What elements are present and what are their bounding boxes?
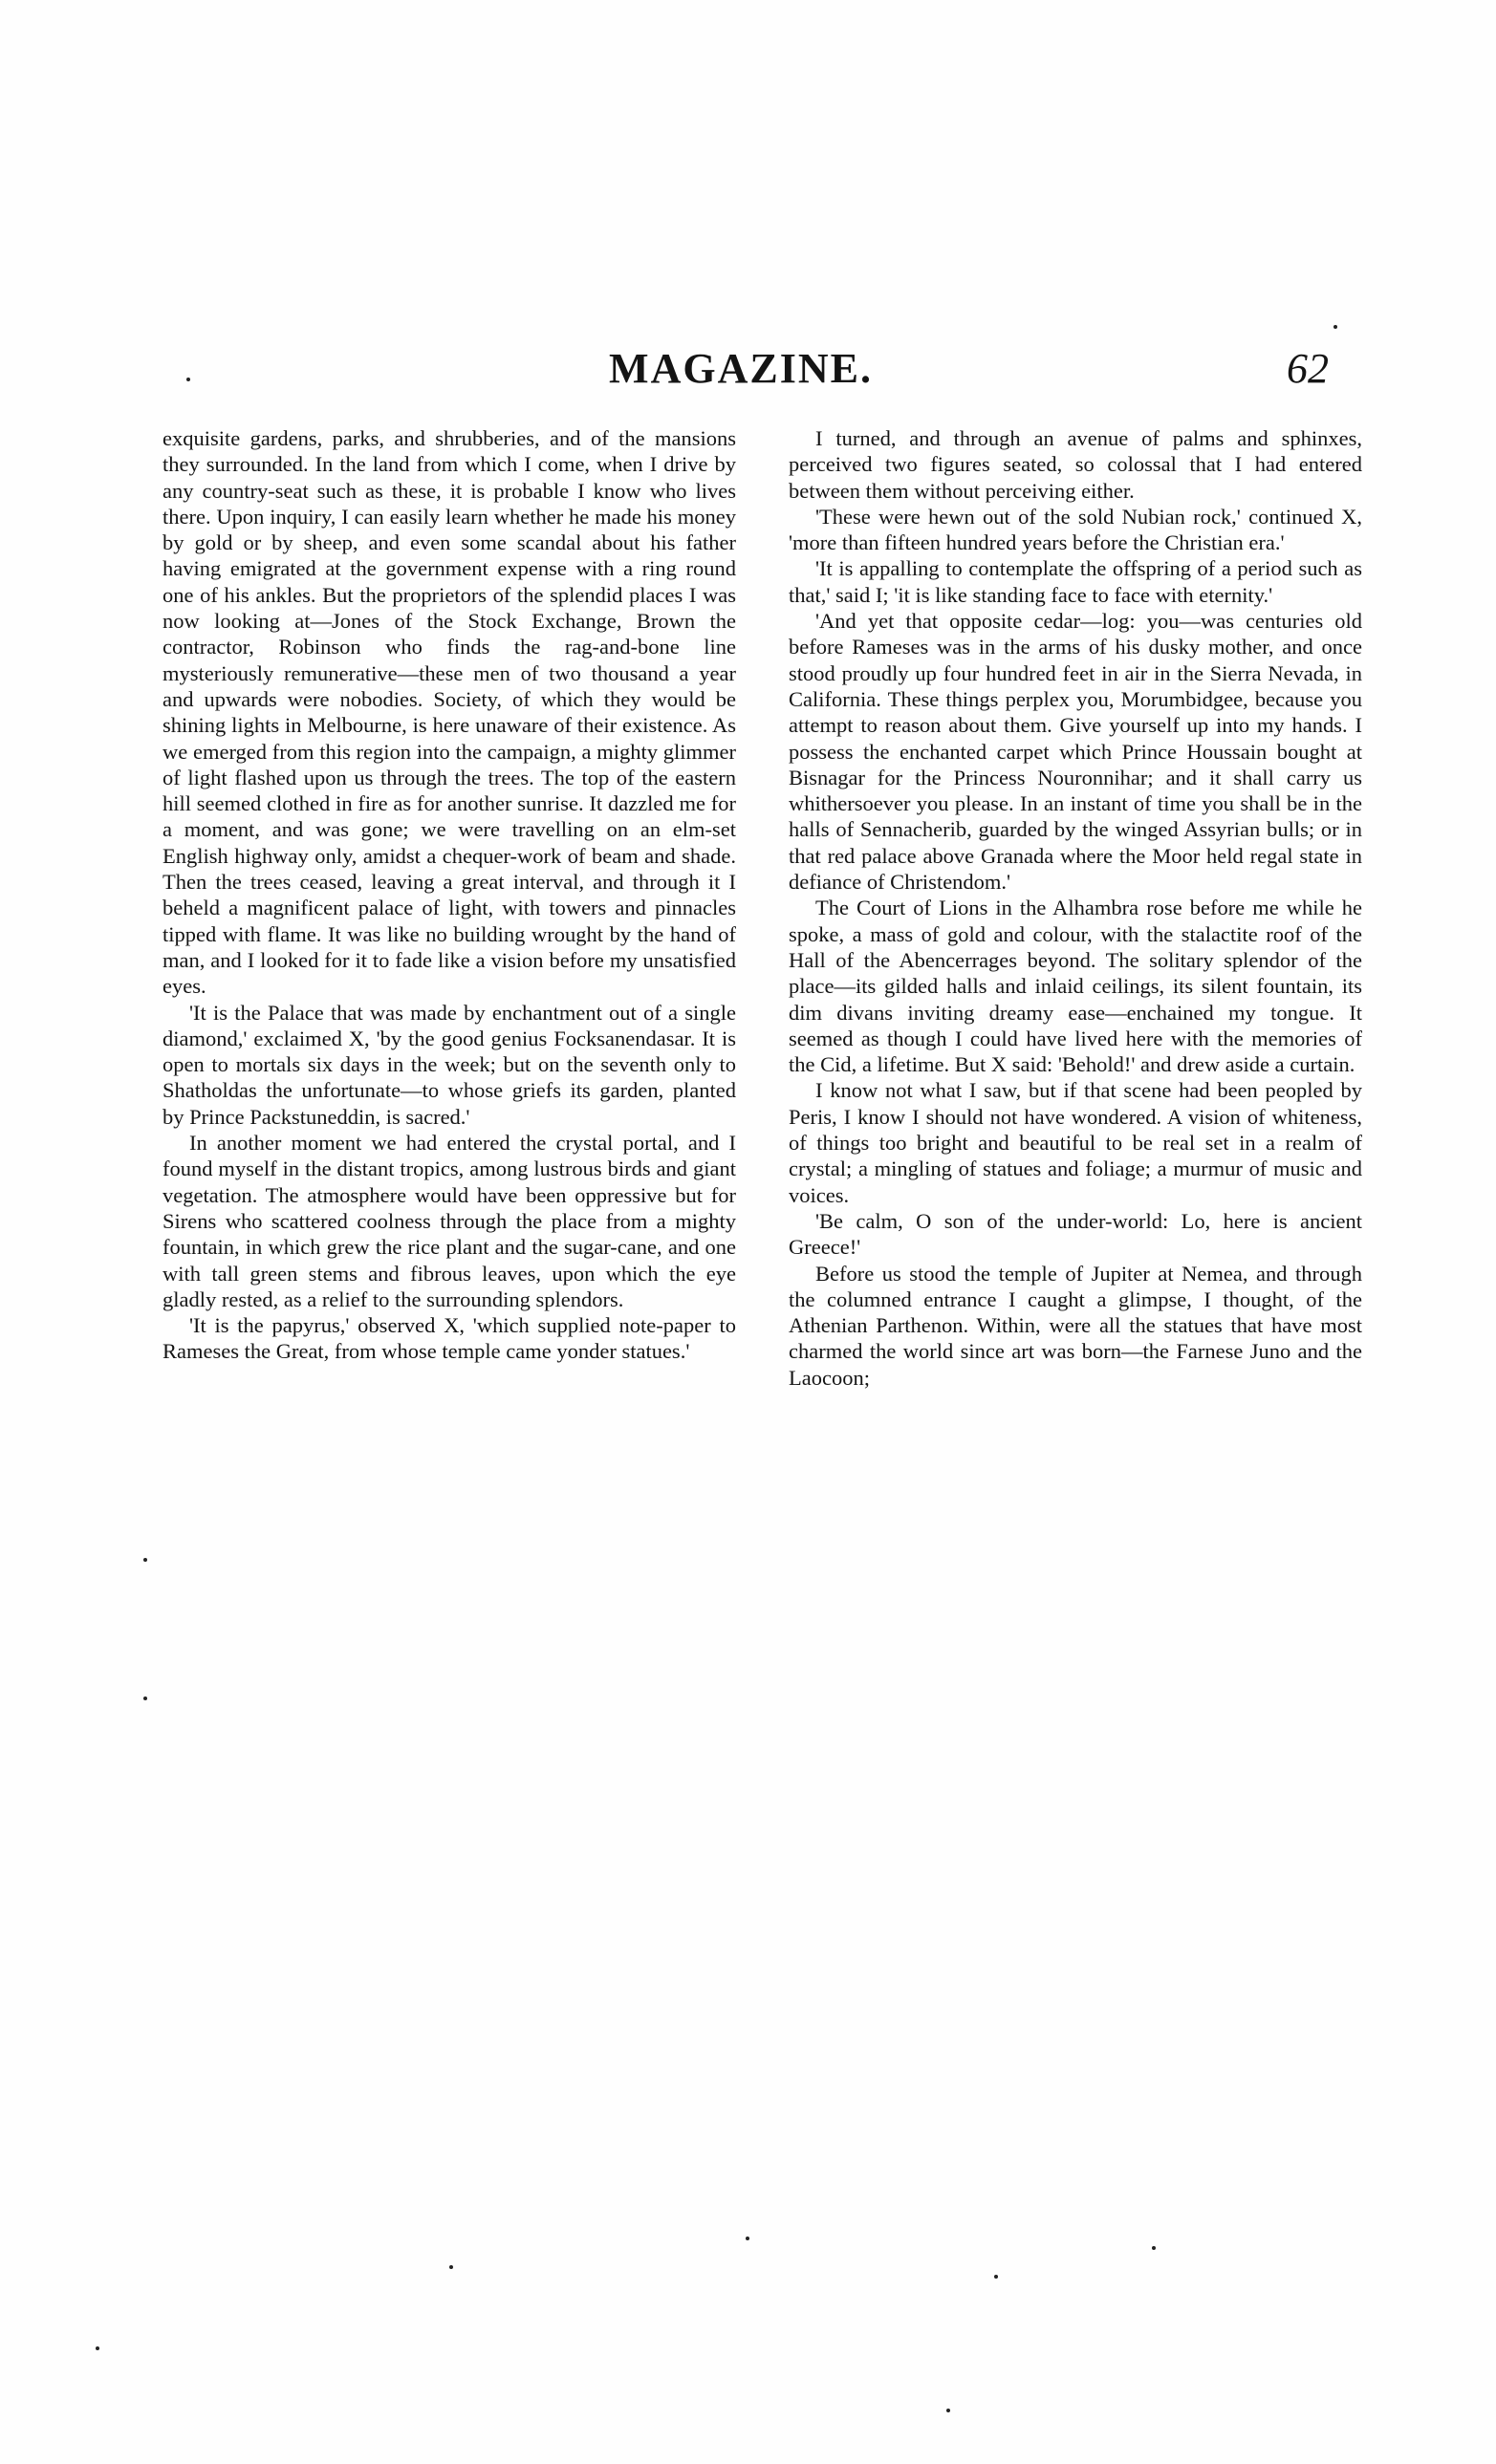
right-paragraph-2: 'These were hewn out of the sold Nubian rock,' continued X, 'more than fifteen hundred years before the Christian era.' — [789, 504, 1362, 555]
left-paragraph-4: 'It is the papyrus,' observed X, 'which supplied note-paper to Rameses the Great, from whose temple came yonder statues.' — [163, 1313, 736, 1364]
scan-speck — [143, 1697, 147, 1700]
scan-speck — [1152, 2246, 1156, 2250]
left-paragraph-2: 'It is the Palace that was made by enchantment out of a single diamond,' exclaimed X, 'by the good genius Focksanendasar. It is open to mortals six days in the week; but on the seventh only to Shatholdas the unfortunate—to whose griefs its garden, planted by Prince Packstuneddin, is sacred.' — [163, 1000, 736, 1129]
scan-speck — [96, 2346, 99, 2350]
scan-speck — [1333, 325, 1337, 329]
right-paragraph-3: 'It is appalling to contemplate the offspring of a period such as that,' said I; 'it is like standing face to face with eternity.' — [789, 556, 1362, 607]
right-paragraph-7: 'Be calm, O son of the under-world: Lo, here is ancient Greece!' — [789, 1208, 1362, 1260]
scan-speck — [946, 2409, 950, 2412]
scan-speck — [143, 1558, 147, 1562]
right-paragraph-4: 'And yet that opposite cedar—log: you—was centuries old before Rameses was in the arms of his dusky mother, and once stood proudly up four hundred feet in air in the Sierra Nevada, in California. These things perplex you, Morumbidgee, because you attempt to reason about them. Give yourself up into my hands. I possess the enchanted carpet which Prince Houssain bought at Bisnagar for the Princess Nouronnihar; and it shall carry us whithersoever you please. In an instant of time you shall be in the halls of Sennacherib, guarded by the winged Assyrian bulls; or in that red palace above Granada where the Moor held regal state in defiance of Christendom.' — [789, 609, 1362, 895]
right-paragraph-1: I turned, and through an avenue of palms and sphinxes, perceived two figures seated, so colossal that I had entered between them without perceiving either. — [789, 426, 1362, 503]
page-header — [153, 344, 1329, 401]
scan-speck — [746, 2237, 749, 2240]
right-paragraph-6: I know not what I saw, but if that scene had been peopled by Peris, I know I should not have wondered. A vision of whiteness, of things too bright and beautiful to be real set in a realm of crystal; a mingling of statues and foliage; a murmur of music and voices. — [789, 1078, 1362, 1207]
running-title: MAGAZINE. — [609, 345, 873, 392]
scan-speck — [994, 2275, 998, 2279]
page-number: 62 — [1287, 345, 1329, 392]
left-column — [163, 425, 736, 2289]
left-paragraph-1: exquisite gardens, parks, and shrubberies, and of the mansions they surrounded. In the land from which I come, when I drive by any country-seat such as these, it is probable I know who lives there. Upon inquiry, I can easily learn whether he made his money by gold or by sheep, and even some scandal about his father having emigrated at the government expense with a ring round one of his ankles. But the proprietors of the splendid places I was now looking at—Jones of the Stock Exchange, Brown the contractor, Robinson who finds the rag-and-bone line mysteriously remunerative—these men of two thousand a year and upwards were nobodies. Society, of which they would be shining lights in Melbourne, is here unaware of their existence. As we emerged from this region into the campaign, a mighty glimmer of light flashed upon us through the trees. The top of the eastern hill seemed clothed in fire as for another sunrise. It dazzled me for a moment, and was gone; we were travelling on an elm-set English highway only, amidst a chequer-work of beam and shade. Then the trees ceased, leaving a great interval, and through it I beheld a magnificent palace of light, with towers and pinnacles tipped with flame. It was like no building wrought by the hand of man, and I looked for it to fade like a vision before my unsatisfied eyes. — [163, 426, 736, 999]
left-paragraph-3: In another moment we had entered the crystal portal, and I found myself in the distant tropics, among lustrous birds and giant vegetation. The atmosphere would have been oppressive but for Sirens who scattered coolness through the place from a mighty fountain, in which grew the rice plant and the sugar-cane, and one with tall green stems and fibrous leaves, upon which the eye gladly rested, as a relief to the surrounding splendors. — [163, 1131, 736, 1311]
scan-speck — [186, 378, 190, 381]
right-paragraph-8: Before us stood the temple of Jupiter at Nemea, and through the columned entrance I caught a glimpse, I thought, of the Athenian Parthenon. Within, were all the statues that have most charmed the world since art was born—the Farnese Juno and the Laocoon; — [789, 1261, 1362, 1390]
scan-speck — [449, 2265, 453, 2269]
right-paragraph-5: The Court of Lions in the Alhambra rose before me while he spoke, a mass of gold and colour, with the stalactite roof of the Hall of the Abencerrages beyond. The solitary splendor of the place—its gilded halls and inlaid ceilings, its silent fountain, its dim divans inviting dreamy ease—enchained my tongue. It seemed as though I could have lived here with the memories of the Cid, a lifetime. But X said: 'Behold!' and drew aside a curtain. — [789, 896, 1362, 1077]
right-column — [789, 425, 1362, 2289]
